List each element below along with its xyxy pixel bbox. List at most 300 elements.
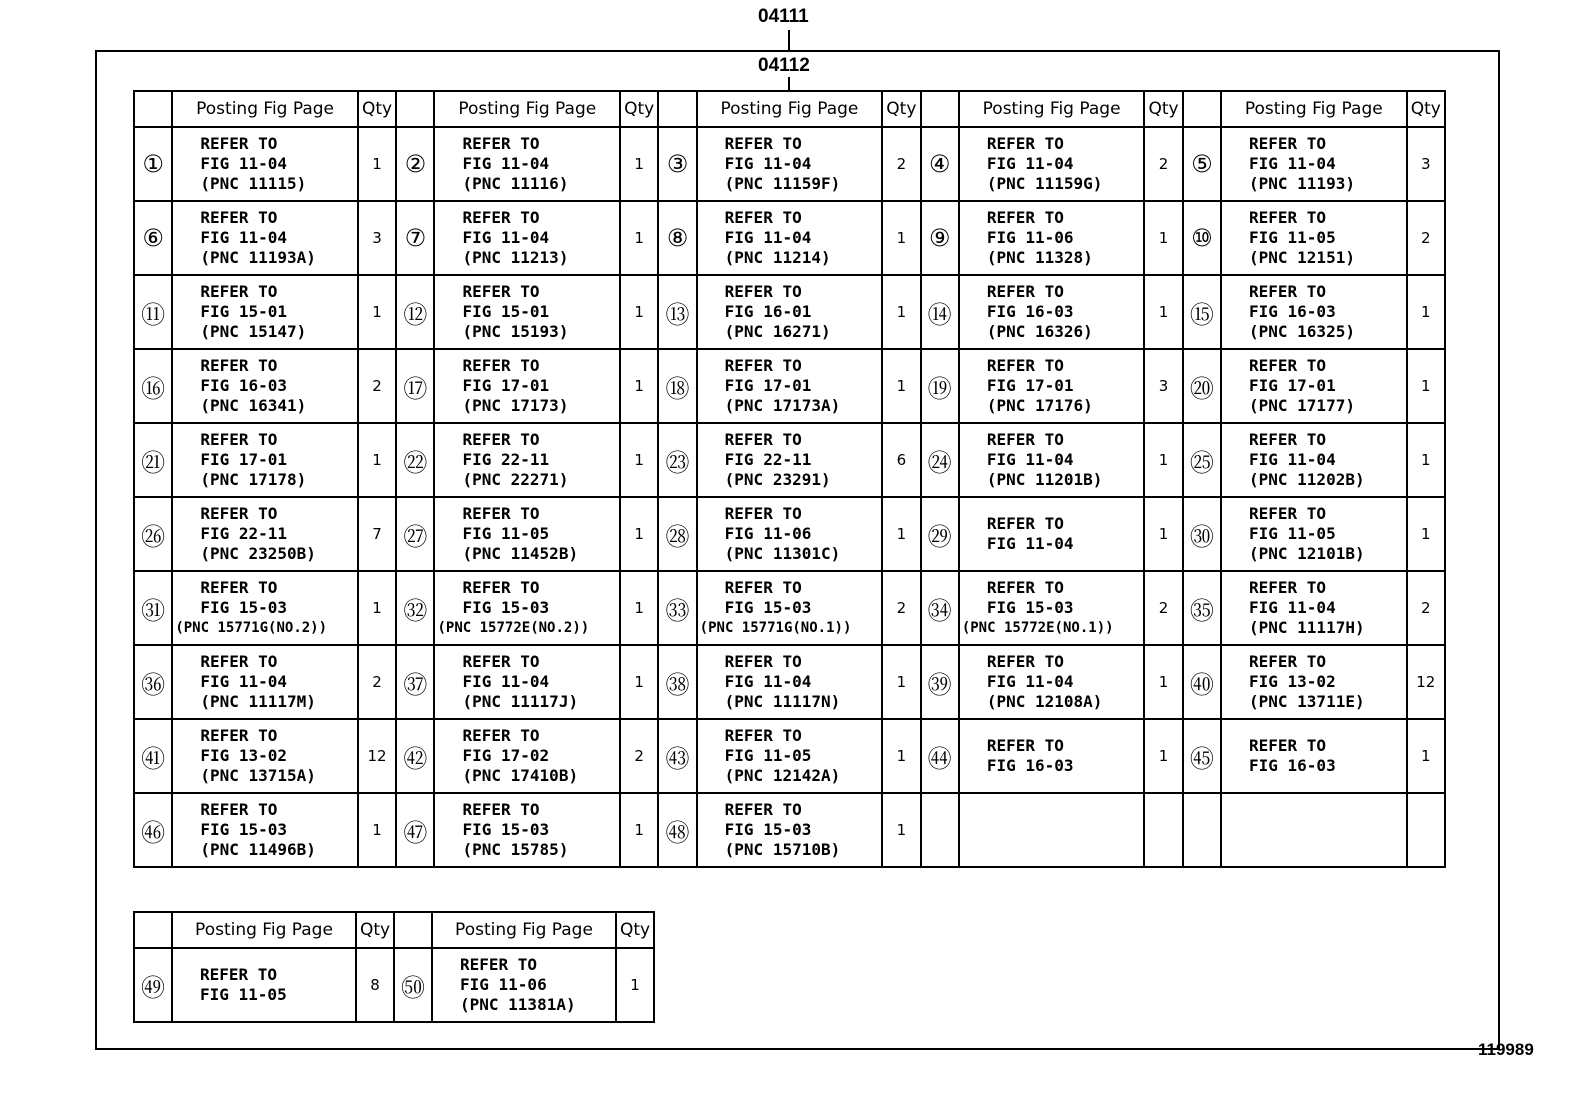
posting-line: (PNC 11159G) — [986, 174, 1103, 193]
quantity: 1 — [620, 201, 658, 275]
posting-line: REFER TO — [200, 652, 278, 671]
item-number: ㊶ — [134, 719, 172, 793]
item-number: ㉓ — [658, 423, 696, 497]
quantity: 2 — [1144, 571, 1182, 645]
posting-line: REFER TO — [724, 208, 802, 227]
posting-line: REFER TO — [462, 134, 540, 153]
posting-line: (PNC 11117H) — [1249, 618, 1365, 637]
item-number: ㉝ — [658, 571, 696, 645]
posting-line: FIG 11-04 — [724, 154, 812, 173]
item-number: ⑨ — [921, 201, 959, 275]
item-number: ㉟ — [1183, 571, 1221, 645]
item-number: ⑪ — [134, 275, 172, 349]
posting-line: (PNC 15710B) — [724, 840, 841, 859]
posting-reference — [434, 423, 620, 497]
posting-line: FIG 15-01 — [200, 302, 288, 321]
table-row — [134, 275, 1445, 349]
header-posting-fig-page: Posting Fig Page — [697, 91, 883, 127]
posting-line: FIG 15-03 — [986, 598, 1074, 617]
posting-line: REFER TO — [460, 955, 538, 974]
posting-line: (PNC 12142A) — [724, 766, 841, 785]
header-blank — [1183, 91, 1221, 127]
item-number: ㉙ — [921, 497, 959, 571]
posting-line: (PNC 11328) — [986, 248, 1093, 267]
quantity: 1 — [620, 127, 658, 201]
header-qty: Qty — [616, 912, 654, 948]
item-number: ㉚ — [1183, 497, 1221, 571]
quantity: 2 — [882, 571, 920, 645]
posting-line: REFER TO — [986, 282, 1064, 301]
posting-reference — [172, 948, 356, 1022]
item-number: ㉘ — [658, 497, 696, 571]
posting-line: FIG 11-04 — [462, 672, 550, 691]
quantity: 1 — [358, 423, 396, 497]
posting-reference — [1221, 497, 1407, 571]
posting-line: FIG 11-04 — [986, 154, 1074, 173]
posting-reference — [434, 201, 620, 275]
posting-line: REFER TO — [462, 356, 540, 375]
header-qty: Qty — [620, 91, 658, 127]
quantity: 1 — [1407, 349, 1445, 423]
item-number: ㊷ — [396, 719, 434, 793]
quantity: 1 — [1407, 275, 1445, 349]
posting-reference — [959, 349, 1145, 423]
posting-reference — [1221, 719, 1407, 793]
item-number: ㊾ — [134, 948, 172, 1022]
posting-line: (PNC 11193A) — [200, 248, 316, 267]
posting-line: REFER TO — [724, 504, 802, 523]
posting-line: REFER TO — [986, 134, 1064, 153]
posting-line: REFER TO — [462, 430, 540, 449]
posting-reference — [434, 275, 620, 349]
quantity: 1 — [620, 645, 658, 719]
table-row — [134, 423, 1445, 497]
posting-reference — [959, 793, 1145, 867]
item-number: ㉔ — [921, 423, 959, 497]
label-04111: 04111 — [758, 6, 809, 27]
item-number: ㉖ — [134, 497, 172, 571]
table-row — [134, 349, 1445, 423]
item-number: ㉗ — [396, 497, 434, 571]
posting-reference — [1221, 423, 1407, 497]
posting-line: (PNC 12108A) — [986, 692, 1103, 711]
quantity: 1 — [620, 497, 658, 571]
quantity: 7 — [358, 497, 396, 571]
posting-line: FIG 15-03 — [724, 598, 812, 617]
posting-line: REFER TO — [200, 800, 278, 819]
posting-line: FIG 15-03 — [200, 820, 288, 839]
posting-line: (PNC 15193) — [462, 322, 569, 341]
posting-line: FIG 22-11 — [462, 450, 550, 469]
posting-reference — [1221, 645, 1407, 719]
posting-line: (PNC 13711E) — [1249, 692, 1365, 711]
quantity: 1 — [620, 423, 658, 497]
posting-line: FIG 16-03 — [1249, 302, 1336, 321]
item-number: ⑫ — [396, 275, 434, 349]
posting-line: FIG 22-11 — [200, 524, 288, 543]
item-number: ① — [134, 127, 172, 201]
posting-reference — [697, 497, 883, 571]
header-blank — [658, 91, 696, 127]
item-number: ㊳ — [658, 645, 696, 719]
posting-line: (PNC 17173) — [462, 396, 569, 415]
quantity: 3 — [1407, 127, 1445, 201]
posting-line: FIG 15-03 — [462, 820, 550, 839]
posting-line: FIG 11-04 — [986, 534, 1074, 553]
posting-line: FIG 11-04 — [1249, 154, 1336, 173]
posting-line: REFER TO — [724, 430, 802, 449]
item-number: ⑥ — [134, 201, 172, 275]
item-number: ⑯ — [134, 349, 172, 423]
table-row — [134, 127, 1445, 201]
posting-line: FIG 16-03 — [986, 302, 1074, 321]
item-number: ㊹ — [921, 719, 959, 793]
posting-reference — [1221, 793, 1407, 867]
header-qty: Qty — [1144, 91, 1182, 127]
quantity: 2 — [358, 349, 396, 423]
quantity: 1 — [620, 349, 658, 423]
posting-reference — [1221, 201, 1407, 275]
quantity — [1407, 793, 1445, 867]
posting-line: (PNC 15785) — [462, 840, 569, 859]
quantity: 2 — [358, 645, 396, 719]
posting-line: (PNC 11202B) — [1249, 470, 1365, 489]
item-number: ⑬ — [658, 275, 696, 349]
posting-line: (PNC 11116) — [462, 174, 569, 193]
quantity: 1 — [1144, 201, 1182, 275]
item-number — [921, 793, 959, 867]
posting-line: REFER TO — [724, 726, 802, 745]
posting-line: REFER TO — [1249, 430, 1327, 449]
posting-line: REFER TO — [200, 965, 278, 984]
main-header-row — [134, 91, 1445, 127]
item-number: ㊽ — [658, 793, 696, 867]
posting-reference — [434, 349, 620, 423]
posting-reference — [959, 571, 1145, 645]
item-number: ⑮ — [1183, 275, 1221, 349]
posting-reference — [434, 497, 620, 571]
posting-reference — [697, 349, 883, 423]
item-number: ㊴ — [921, 645, 959, 719]
header-posting-fig-page: Posting Fig Page — [432, 912, 616, 948]
quantity: 2 — [1407, 201, 1445, 275]
quantity: 1 — [882, 793, 920, 867]
quantity — [1144, 793, 1182, 867]
posting-line: (PNC 15771G(NO.1)) — [699, 620, 852, 636]
posting-line: REFER TO — [724, 800, 802, 819]
posting-line: (PNC 13715A) — [200, 766, 316, 785]
item-number: ⑭ — [921, 275, 959, 349]
posting-line: REFER TO — [200, 134, 278, 153]
main-parts-table — [133, 90, 1446, 868]
posting-line: FIG 17-02 — [462, 746, 550, 765]
posting-line: FIG 15-03 — [462, 598, 550, 617]
item-number: ⑰ — [396, 349, 434, 423]
posting-reference — [959, 645, 1145, 719]
posting-line: FIG 11-04 — [1249, 598, 1336, 617]
item-number: ㉛ — [134, 571, 172, 645]
posting-line: (PNC 15772E(NO.1)) — [961, 620, 1114, 636]
posting-line: (PNC 17176) — [986, 396, 1093, 415]
posting-line: FIG 15-03 — [724, 820, 812, 839]
posting-reference — [697, 423, 883, 497]
posting-line: REFER TO — [200, 208, 278, 227]
posting-reference — [434, 793, 620, 867]
header-qty: Qty — [882, 91, 920, 127]
quantity: 2 — [620, 719, 658, 793]
table-row — [134, 793, 1445, 867]
quantity: 2 — [1407, 571, 1445, 645]
posting-line: (PNC 11496B) — [200, 840, 316, 859]
posting-line: (PNC 11213) — [462, 248, 569, 267]
posting-line: REFER TO — [724, 282, 802, 301]
posting-line: (PNC 12151) — [1249, 248, 1355, 267]
quantity: 1 — [358, 275, 396, 349]
posting-reference — [697, 201, 883, 275]
posting-line: REFER TO — [462, 652, 540, 671]
figure-number: 119989 — [1478, 1040, 1534, 1059]
quantity: 1 — [1144, 645, 1182, 719]
posting-reference — [1221, 275, 1407, 349]
quantity: 3 — [1144, 349, 1182, 423]
posting-line: REFER TO — [200, 504, 278, 523]
posting-line: REFER TO — [724, 578, 802, 597]
posting-line: FIG 11-04 — [200, 672, 288, 691]
posting-line: REFER TO — [462, 504, 540, 523]
item-number: ㊻ — [134, 793, 172, 867]
header-posting-fig-page: Posting Fig Page — [1221, 91, 1407, 127]
item-number: ㊱ — [134, 645, 172, 719]
posting-line: REFER TO — [200, 356, 278, 375]
posting-line: REFER TO — [724, 134, 802, 153]
posting-line: REFER TO — [986, 578, 1064, 597]
quantity: 1 — [1144, 719, 1182, 793]
posting-line: REFER TO — [462, 800, 540, 819]
item-number: ④ — [921, 127, 959, 201]
posting-line: REFER TO — [986, 430, 1064, 449]
posting-reference — [697, 719, 883, 793]
quantity: 2 — [882, 127, 920, 201]
posting-line: FIG 13-02 — [200, 746, 288, 765]
posting-reference — [959, 127, 1145, 201]
posting-line: REFER TO — [462, 208, 540, 227]
header-blank — [921, 91, 959, 127]
posting-line: (PNC 11301C) — [724, 544, 841, 563]
posting-reference — [434, 127, 620, 201]
quantity: 1 — [358, 571, 396, 645]
quantity: 1 — [882, 349, 920, 423]
item-number: ⑧ — [658, 201, 696, 275]
table-row — [134, 571, 1445, 645]
posting-reference — [432, 948, 616, 1022]
header-posting-fig-page: Posting Fig Page — [172, 91, 358, 127]
posting-line: FIG 16-01 — [724, 302, 812, 321]
posting-line: REFER TO — [200, 726, 278, 745]
posting-line: (PNC 23250B) — [200, 544, 316, 563]
posting-line: (PNC 11117J) — [462, 692, 579, 711]
item-number: ⑦ — [396, 201, 434, 275]
posting-line: REFER TO — [462, 726, 540, 745]
posting-line: FIG 13-02 — [1249, 672, 1336, 691]
posting-line: REFER TO — [1249, 652, 1327, 671]
posting-line: FIG 11-04 — [462, 154, 550, 173]
label-04112: 04112 — [758, 55, 810, 76]
table-row — [134, 201, 1445, 275]
table-row — [134, 719, 1445, 793]
header-qty: Qty — [1407, 91, 1445, 127]
posting-reference — [172, 201, 358, 275]
posting-reference — [172, 571, 358, 645]
quantity: 3 — [358, 201, 396, 275]
posting-line: FIG 11-05 — [1249, 228, 1336, 247]
quantity: 1 — [882, 719, 920, 793]
posting-reference — [697, 793, 883, 867]
posting-reference — [1221, 349, 1407, 423]
posting-line: FIG 11-05 — [724, 746, 812, 765]
quantity: 1 — [1144, 423, 1182, 497]
posting-line: FIG 11-04 — [724, 228, 812, 247]
quantity: 1 — [1144, 275, 1182, 349]
posting-line: FIG 11-06 — [460, 975, 547, 994]
second-header-row — [134, 912, 654, 948]
quantity: 1 — [620, 275, 658, 349]
quantity: 6 — [882, 423, 920, 497]
quantity: 1 — [1407, 497, 1445, 571]
posting-line: REFER TO — [986, 514, 1064, 533]
leader-line-top — [788, 30, 790, 50]
posting-reference — [697, 127, 883, 201]
header-blank — [134, 91, 172, 127]
posting-reference — [697, 275, 883, 349]
posting-line: FIG 16-03 — [200, 376, 288, 395]
posting-line: (PNC 11117N) — [724, 692, 841, 711]
item-number: ㊲ — [396, 645, 434, 719]
posting-line: REFER TO — [986, 736, 1064, 755]
posting-reference — [172, 127, 358, 201]
item-number: ㉜ — [396, 571, 434, 645]
posting-line: REFER TO — [462, 282, 540, 301]
item-number — [1183, 793, 1221, 867]
header-blank — [394, 912, 432, 948]
posting-line: REFER TO — [462, 578, 540, 597]
quantity: 1 — [358, 793, 396, 867]
posting-line: FIG 11-04 — [724, 672, 812, 691]
header-blank — [396, 91, 434, 127]
posting-line: FIG 15-01 — [462, 302, 550, 321]
item-number: ⑤ — [1183, 127, 1221, 201]
header-posting-fig-page: Posting Fig Page — [172, 912, 356, 948]
item-number: ⑩ — [1183, 201, 1221, 275]
posting-reference — [172, 423, 358, 497]
item-number: ㊵ — [1183, 645, 1221, 719]
quantity: 2 — [1144, 127, 1182, 201]
item-number: ㊼ — [396, 793, 434, 867]
posting-line: (PNC 16271) — [724, 322, 831, 341]
posting-line: FIG 17-01 — [462, 376, 550, 395]
posting-line: FIG 11-06 — [986, 228, 1074, 247]
posting-reference — [172, 349, 358, 423]
posting-line: FIG 11-04 — [986, 672, 1074, 691]
posting-line: (PNC 15771G(NO.2)) — [175, 620, 328, 636]
posting-line: (PNC 17410B) — [462, 766, 579, 785]
posting-reference — [959, 201, 1145, 275]
quantity: 12 — [1407, 645, 1445, 719]
posting-line: (PNC 11381A) — [460, 995, 576, 1014]
posting-reference — [172, 497, 358, 571]
posting-line: FIG 22-11 — [724, 450, 812, 469]
posting-line: FIG 11-04 — [200, 228, 288, 247]
posting-line: (PNC 16325) — [1249, 322, 1355, 341]
quantity: 1 — [358, 127, 396, 201]
quantity: 1 — [616, 948, 654, 1022]
posting-line: REFER TO — [1249, 736, 1327, 755]
posting-line: FIG 11-04 — [986, 450, 1074, 469]
posting-reference — [959, 423, 1145, 497]
table-row — [134, 497, 1445, 571]
posting-line: (PNC 11117M) — [200, 692, 316, 711]
posting-line: (PNC 11159F) — [724, 174, 841, 193]
quantity: 1 — [620, 571, 658, 645]
posting-line: REFER TO — [986, 652, 1064, 671]
posting-line: REFER TO — [724, 356, 802, 375]
posting-reference — [959, 719, 1145, 793]
posting-line: FIG 11-04 — [200, 154, 288, 173]
posting-line: REFER TO — [1249, 356, 1327, 375]
posting-line: FIG 11-04 — [462, 228, 550, 247]
posting-line: (PNC 15772E(NO.2)) — [437, 620, 590, 636]
quantity: 1 — [1407, 423, 1445, 497]
quantity: 1 — [1407, 719, 1445, 793]
posting-line: FIG 16-03 — [1249, 756, 1336, 775]
posting-line: (PNC 11214) — [724, 248, 831, 267]
posting-line: (PNC 17177) — [1249, 396, 1355, 415]
posting-line: REFER TO — [1249, 134, 1327, 153]
table-row — [134, 948, 654, 1022]
quantity: 12 — [358, 719, 396, 793]
posting-line: (PNC 16326) — [986, 322, 1093, 341]
quantity: 1 — [882, 201, 920, 275]
table-row — [134, 645, 1445, 719]
posting-line: FIG 11-05 — [200, 985, 287, 1004]
header-blank — [134, 912, 172, 948]
posting-reference — [172, 275, 358, 349]
item-number: ⑱ — [658, 349, 696, 423]
posting-line: FIG 17-01 — [986, 376, 1074, 395]
posting-line: REFER TO — [986, 208, 1064, 227]
posting-line: (PNC 11115) — [200, 174, 307, 193]
posting-line: (PNC 11201B) — [986, 470, 1103, 489]
posting-line: REFER TO — [724, 652, 802, 671]
posting-line: REFER TO — [200, 282, 278, 301]
item-number: ⑲ — [921, 349, 959, 423]
posting-reference — [1221, 127, 1407, 201]
posting-line: FIG 17-01 — [200, 450, 288, 469]
posting-line: FIG 17-01 — [1249, 376, 1336, 395]
header-qty: Qty — [358, 91, 396, 127]
quantity: 1 — [1144, 497, 1182, 571]
posting-line: FIG 11-06 — [724, 524, 812, 543]
quantity: 1 — [620, 793, 658, 867]
header-posting-fig-page: Posting Fig Page — [959, 91, 1145, 127]
item-number: ㊺ — [1183, 719, 1221, 793]
posting-reference — [172, 793, 358, 867]
posting-line: REFER TO — [1249, 504, 1327, 523]
posting-line: (PNC 22271) — [462, 470, 569, 489]
posting-line: FIG 15-03 — [200, 598, 288, 617]
leader-line-sub — [788, 77, 790, 91]
posting-reference — [172, 645, 358, 719]
posting-reference — [697, 645, 883, 719]
